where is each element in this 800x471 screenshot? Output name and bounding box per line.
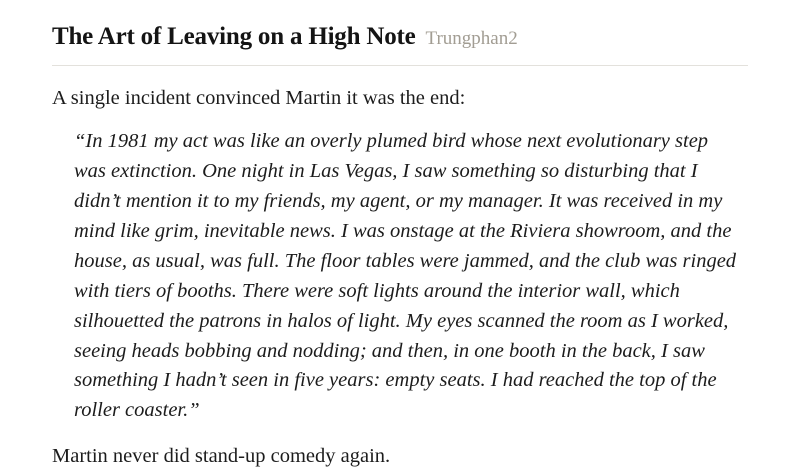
article-header bbox=[52, 22, 748, 66]
pull-quote bbox=[52, 127, 748, 426]
article-author: Trungphan2 bbox=[425, 28, 518, 49]
closing-paragraph: Martin never did stand-up comedy again. bbox=[52, 445, 391, 468]
intro-paragraph: A single incident convinced Martin it was the end: bbox=[52, 87, 466, 109]
page-title: The Art of Leaving on a High Note bbox=[52, 23, 416, 50]
pull-quote-text: “In 1981 my act was like an overly plumed bird whose next evolutionary step was extinction. One night in Las Vegas, I saw something so disturbing that I didn’t mention it to my friends, my agent, or my manager. It was received in my mind like grim, inevitable news. I was onstage at the Riviera showroom, and the house, as usual, was full. The floor tables were jammed, and the club was ringed with tiers of booths. There were soft lights around the interior wall, which silhouetted the patrons in halos of light. My eyes scanned the room as I worked, seeing heads bobbing and nodding; and then, in one booth in the back, I saw something I hadn’t seen in five years: empty seats. I had reached the top of the roller coaster.” bbox=[74, 130, 737, 422]
